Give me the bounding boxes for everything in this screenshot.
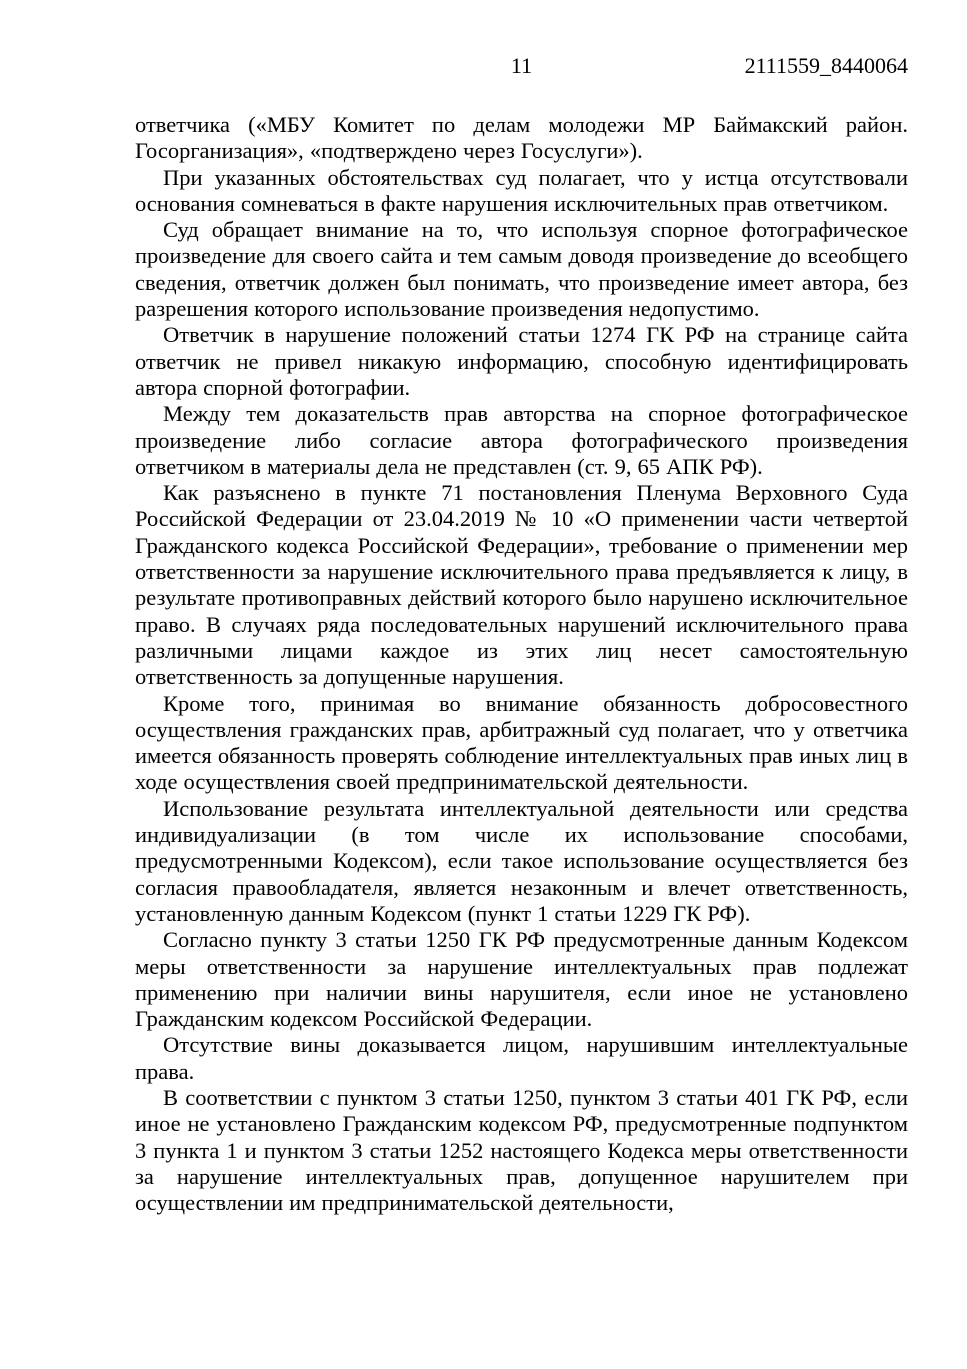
paragraph: Между тем доказательств прав авторства на спорное фотографическое произведение либо согласие автора фотографического произведения ответчиком в материалы дела не представлен (ст. 9, 65 АПК РФ). xyxy=(135,401,908,479)
document-id: 2111559_8440064 xyxy=(744,53,908,78)
paragraph: Ответчик в нарушение положений статьи 1274 ГК РФ на странице сайта ответчик не привел никакую информацию, способную идентифицировать автора спорной фотографии. xyxy=(135,322,908,400)
paragraph: При указанных обстоятельствах суд полагает, что у истца отсутствовали основания сомневаться в факте нарушения исключительных прав ответчиком. xyxy=(135,164,908,216)
paragraph: Отсутствие вины доказывается лицом, нарушившим интеллектуальные права. xyxy=(135,1032,908,1084)
paragraph: Как разъяснено в пункте 71 постановления Пленума Верховного Суда Российской Федерации от 23.04.2019 № 10 «О применении части четвертой Гражданского кодекса Российской Федерации», требование о применении мер ответственности за нарушение исключительного права предъявляется к лицу, в результате противоправных действий которого было нарушено исключительное право. В случаях ряда последовательных нарушений исключительного права различными лицами каждое из этих лиц несет самостоятельную ответственность за допущенные нарушения. xyxy=(135,480,908,690)
paragraph: Согласно пункту 3 статьи 1250 ГК РФ предусмотренные данным Кодексом меры ответственности за нарушение интеллектуальных прав подлежат применению при наличии вины нарушителя, если иное не установлено Гражданским кодексом Российской Федерации. xyxy=(135,927,908,1032)
page-header xyxy=(135,54,908,78)
paragraph: Кроме того, принимая во внимание обязанность добросовестного осуществления гражданских прав, арбитражный суд полагает, что у ответчика имеется обязанность проверять соблюдение интеллектуальных прав иных лиц в ходе осуществления своей предпринимательской деятельности. xyxy=(135,690,908,795)
paragraph: В соответствии с пунктом 3 статьи 1250, пунктом 3 статьи 401 ГК РФ, если иное не установлено Гражданским кодексом РФ, предусмотренные подпунктом 3 пункта 1 и пунктом 3 статьи 1252 настоящего Кодекса меры ответственности за нарушение интеллектуальных прав, допущенное нарушителем при осуществлении им предпринимательской деятельности, xyxy=(135,1084,908,1216)
paragraph: Использование результата интеллектуальной деятельности или средства индивидуализации (в том числе их использование способами, предусмотренными Кодексом), если такое использование осуществляется без согласия правообладателя, является незаконным и влечет ответственность, установленную данным Кодексом (пункт 1 статьи 1229 ГК РФ). xyxy=(135,795,908,926)
document-body xyxy=(135,112,908,1216)
paragraph: Суд обращает внимание на то, что используя спорное фотографическое произведение для своего сайта и тем самым доводя произведение до всеобщего сведения, ответчик должен был понимать, что произведение имеет автора, без разрешения которого использование произведения недопустимо. xyxy=(135,217,908,322)
page-number: 11 xyxy=(510,53,533,78)
paragraph: ответчика («МБУ Комитет по делам молодежи МР Баймакский район. Госорганизация», «подтверждено через Госуслуги»). xyxy=(135,112,908,164)
